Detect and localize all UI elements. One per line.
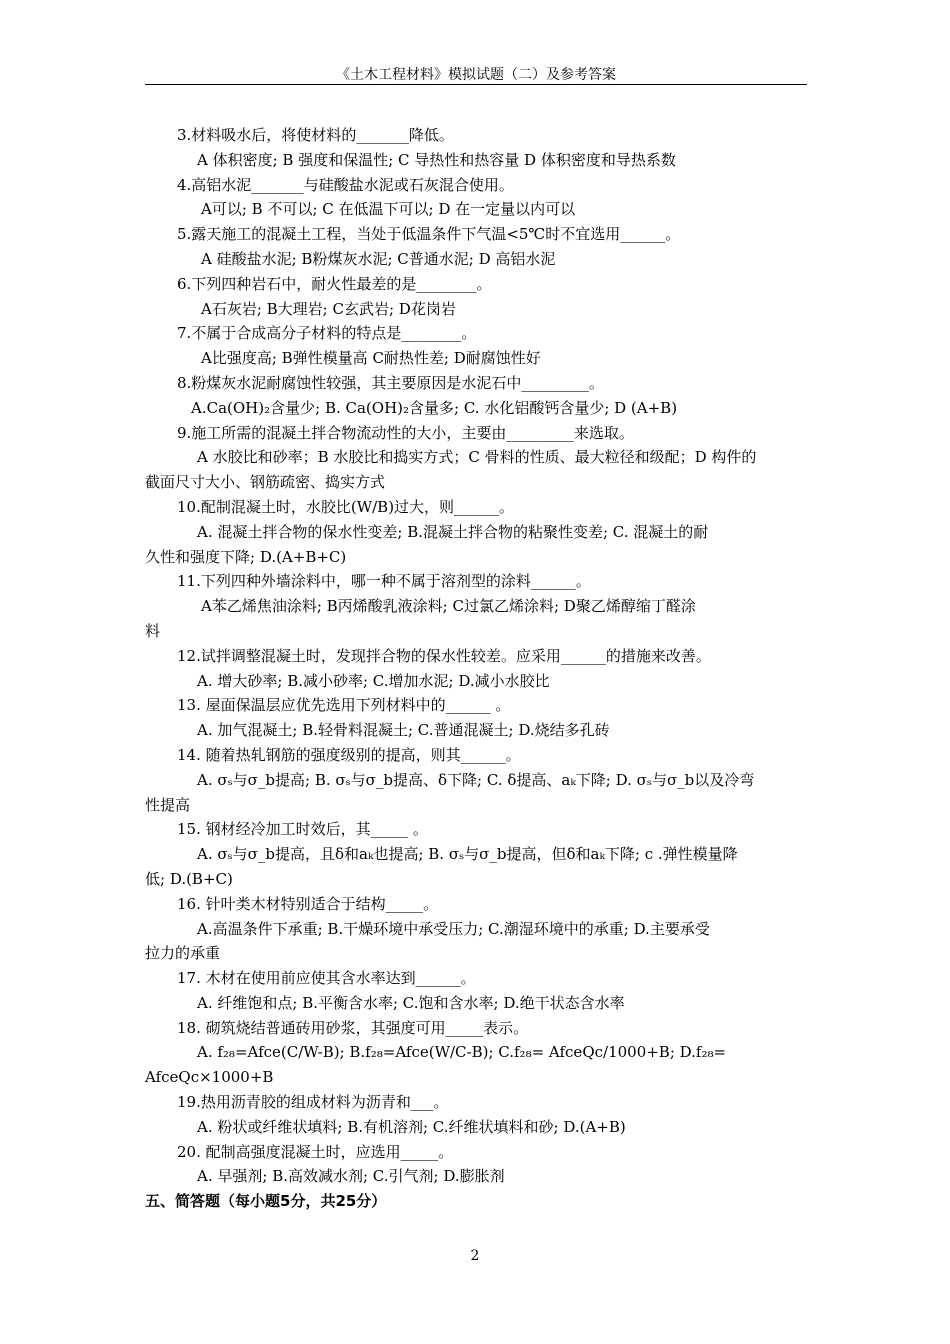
text-line: A. f₂₈=Afce(C/W-B); B.f₂₈=Afce(W/C-B); C.f₂₈= AfceQc/1000+B; D.f₂₈= (197, 1043, 727, 1062)
text-line: AfceQc×1000+B (145, 1068, 274, 1087)
text-line: A苯乙烯焦油涂料; B丙烯酸乳液涂料; C过氯乙烯涂料; D聚乙烯醇缩丁醛涂 (201, 597, 696, 616)
text-line: 低; D.(B+C) (145, 869, 233, 888)
text-line: A. 混凝土拌合物的保水性变差; B.混凝土拌合物的粘聚性变差; C. 混凝土的耐 (197, 522, 709, 541)
question-line: 18. 砌筑烧结普通砖用砂浆，其强度可用_____表示。 (177, 1018, 529, 1037)
question-line: 17. 木材在使用前应使其含水率达到______。 (177, 969, 476, 988)
text-line: 料 (145, 621, 161, 640)
question-line: 5.露天施工的混凝土工程，当处于低温条件下气温<5℃时不宜选用______。 (177, 225, 681, 244)
text-line: A.Ca(OH)₂含量少; B. Ca(OH)₂含量多; C. 水化铝酸钙含量少; D (A+B) (191, 398, 678, 417)
text-line: A比强度高; B弹性模量高 C耐热性差; D耐腐蚀性好 (201, 349, 541, 368)
text-line: A. 增大砂率; B.减小砂率; C.增加水泥; D.减小水胶比 (197, 671, 550, 690)
question-line: 19.热用沥青胶的组成材料为沥青和___。 (177, 1093, 449, 1112)
question-line: 11.下列四种外墙涂料中，哪一种不属于溶剂型的涂料______。 (177, 572, 591, 591)
text-line: A. σₛ与σ_b提高，且δ和aₖ也提高; B. σₛ与σ_b提高，但δ和aₖ下降; c .弹性模量降 (197, 845, 738, 864)
question-line: 15. 钢材经冷加工时效后，其_____ 。 (177, 820, 428, 839)
section-heading: 五、简答题（每小题5分，共25分） (145, 1192, 387, 1211)
text-line: A石灰岩; B大理岩; C玄武岩; D花岗岩 (201, 299, 456, 318)
text-line: 拉力的承重 (145, 944, 221, 963)
page-header-title: 《土木工程材料》模拟试题（二）及参考答案 (336, 67, 616, 83)
document-body (145, 123, 807, 1214)
text-line: A. 加气混凝土; B.轻骨料混凝土; C.普通混凝土; D.烧结多孔砖 (197, 721, 610, 740)
header-divider (145, 84, 807, 85)
text-line: A 硅酸盐水泥; B粉煤灰水泥; C普通水泥; D 高铝水泥 (201, 249, 556, 268)
question-line: 16. 针叶类木材特别适合于结构_____。 (177, 894, 439, 913)
question-line: 8.粉煤灰水泥耐腐蚀性较强，其主要原因是水泥石中_________。 (177, 373, 604, 392)
text-line: 截面尺寸大小、钢筋疏密、捣实方式 (145, 473, 386, 492)
text-line: 性提高 (145, 795, 191, 814)
question-line: 4.高铝水泥_______与硅酸盐水泥或石灰混合使用。 (177, 175, 514, 194)
text-line: A可以; B 不可以; C 在低温下可以; D 在一定量以内可以 (201, 200, 576, 219)
text-line: A. 粉状或纤维状填料; B.有机溶剂; C.纤维状填料和砂; D.(A+B) (197, 1117, 626, 1136)
question-line: 9.施工所需的混凝土拌合物流动性的大小，主要由_________来选取。 (177, 423, 634, 442)
question-line: 3.材料吸水后，将使材料的_______降低。 (177, 126, 454, 144)
page-number: 2 (470, 1248, 480, 1264)
question-line: 7.不属于合成高分子材料的特点是________。 (177, 324, 477, 343)
question-line: 10.配制混凝土时，水胶比(W/B)过大，则______。 (177, 497, 515, 516)
text-line: A. 纤维饱和点; B.平衡含水率; C.饱和含水率; D.绝干状态含水率 (197, 993, 625, 1012)
question-line: 12.试拌调整混凝土时，发现拌合物的保水性较差。应采用______的措施来改善。 (177, 646, 711, 665)
question-line: 20. 配制高强度混凝土时，应选用_____。 (177, 1142, 454, 1161)
question-line: 14. 随着热轧钢筋的强度级别的提高，则其______。 (177, 745, 521, 764)
text-line: A.高温条件下承重; B.干燥环境中承受压力; C.潮湿环境中的承重; D.主要承受 (197, 919, 710, 938)
text-line: A 体积密度; B 强度和保温性; C 导热性和热容量 D 体积密度和导热系数 (197, 150, 676, 169)
text-line: 久性和强度下降; D.(A+B+C) (145, 547, 347, 566)
text-line: A 水胶比和砂率；B 水胶比和捣实方式；C 骨料的性质、最大粒径和级配；D 构件的 (197, 448, 757, 467)
text-line: A. 早强剂; B.高效减水剂; C.引气剂; D.膨胀剂 (197, 1167, 505, 1186)
question-line: 6.下列四种岩石中，耐火性最差的是________。 (177, 274, 492, 293)
text-line: A. σₛ与σ_b提高; B. σₛ与σ_b提高、δ下降; C. δ提高、aₖ下降; D. σₛ与σ_b以及冷弯 (197, 770, 755, 789)
question-line: 13. 屋面保温层应优先选用下列材料中的______ 。 (177, 696, 511, 715)
